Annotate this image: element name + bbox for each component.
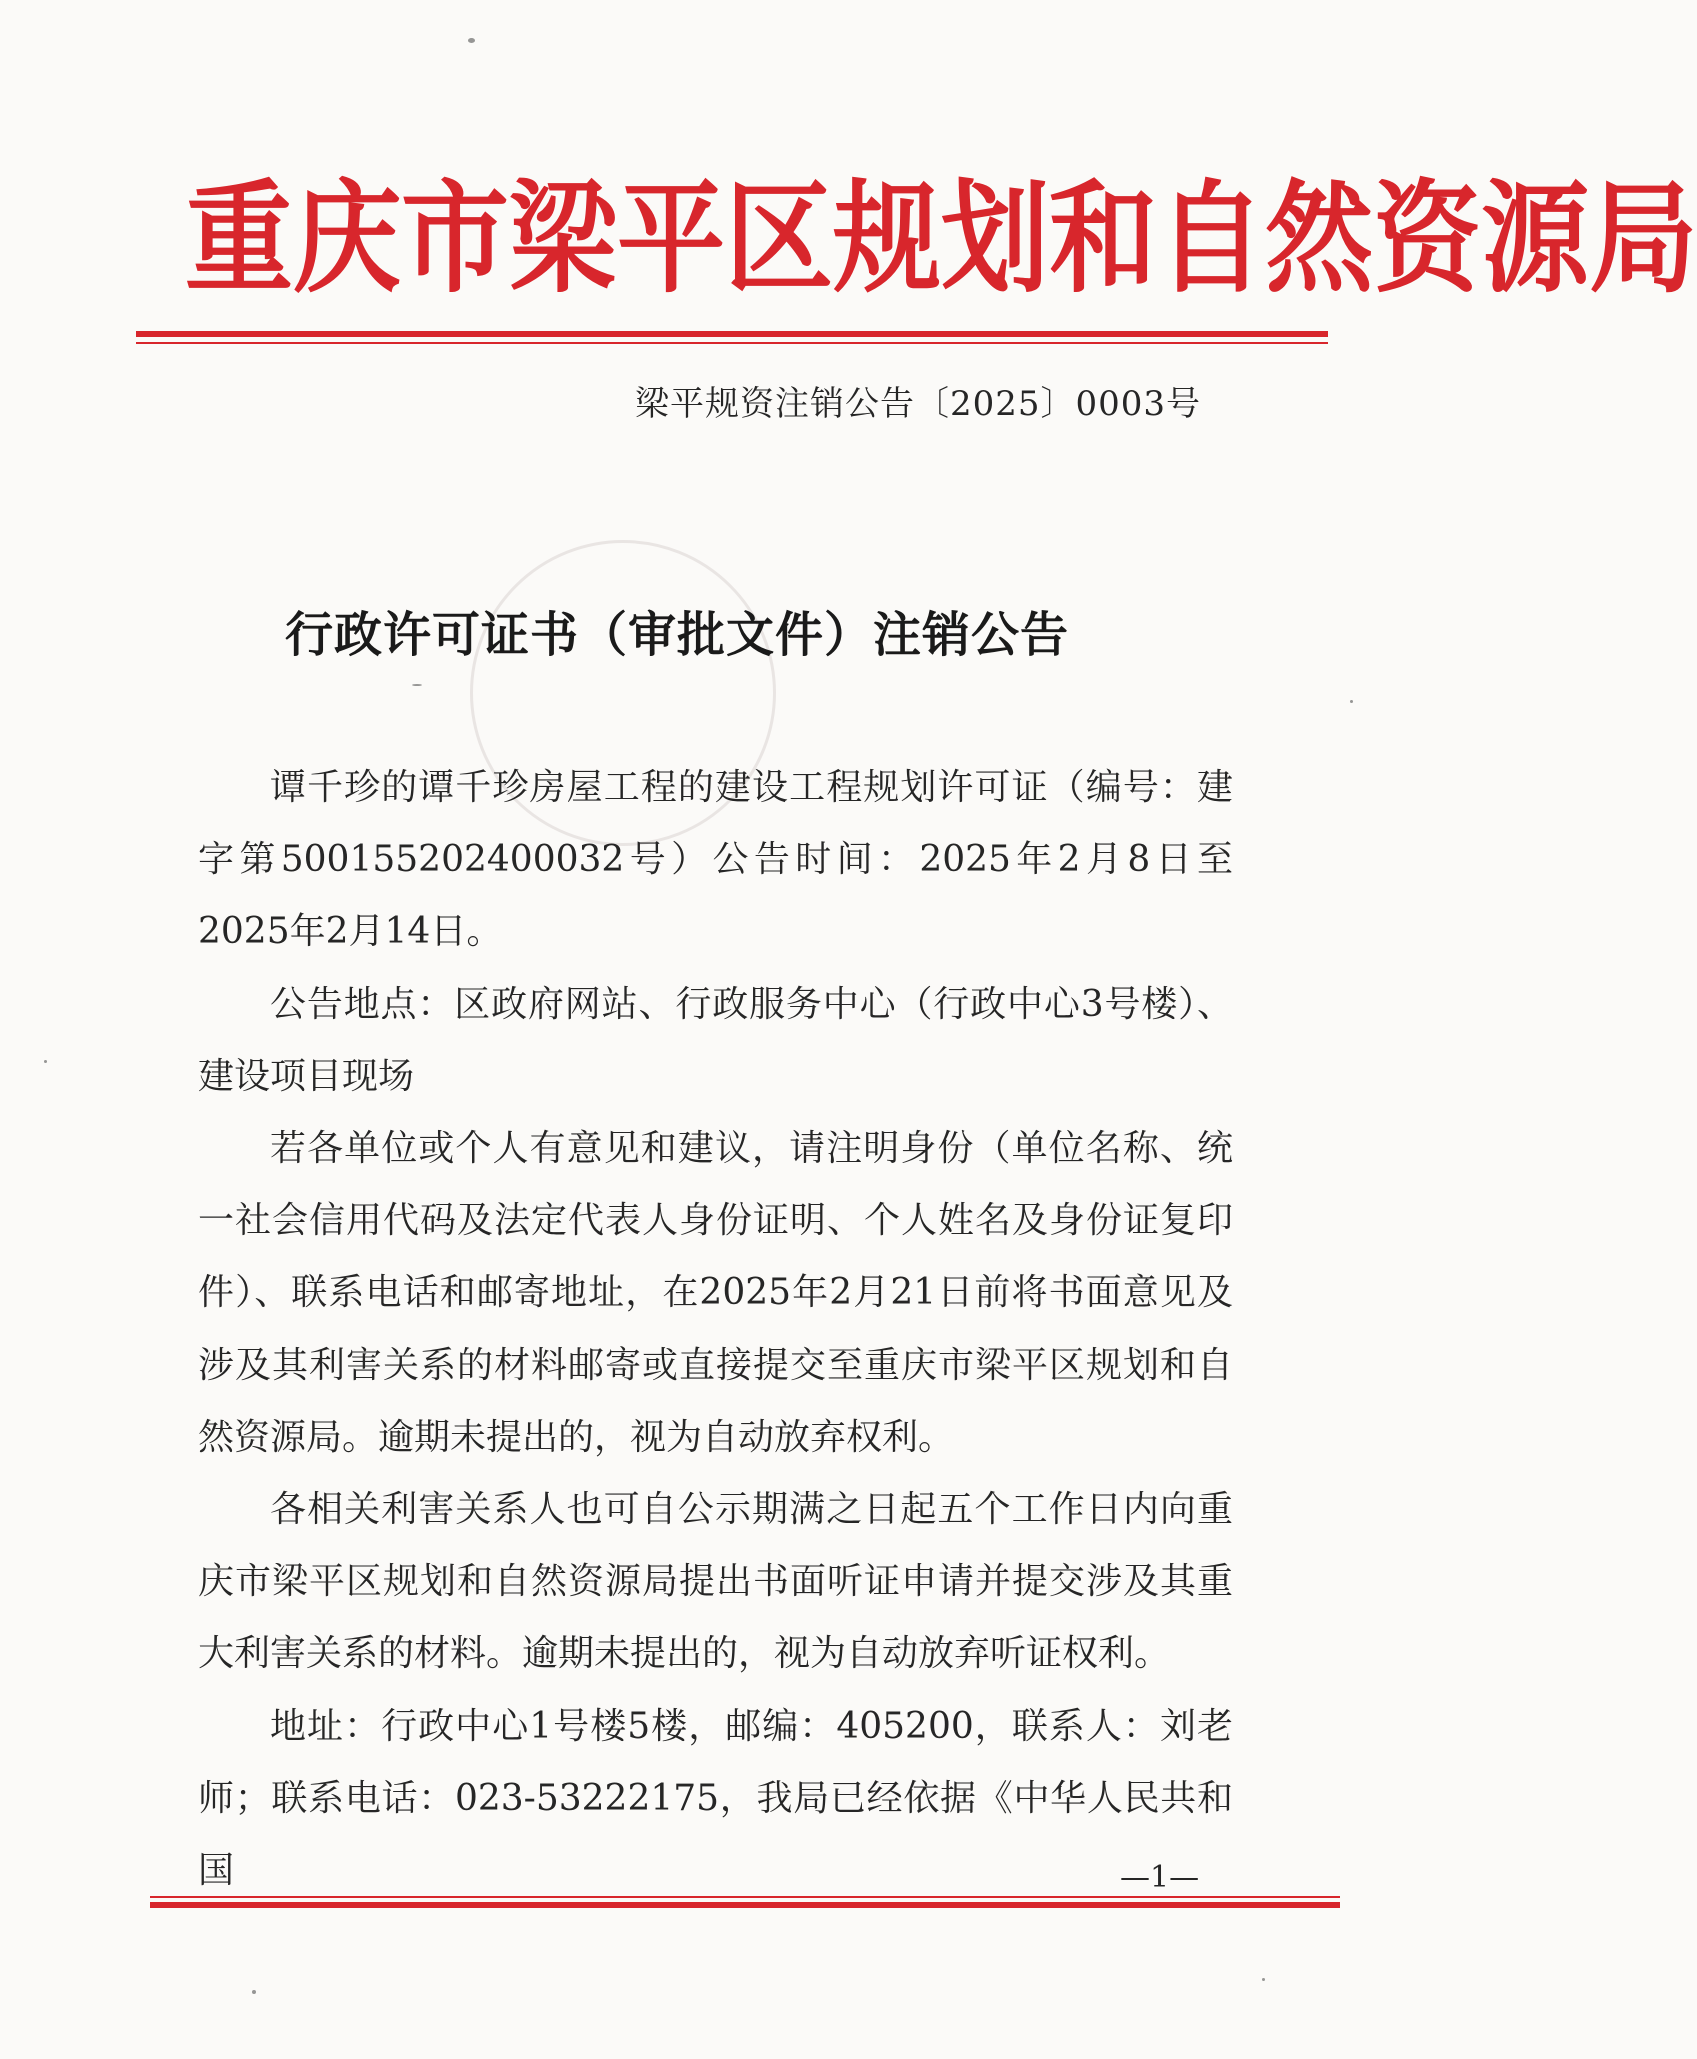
document-number: 梁平规资注销公告〔2025〕0003号 xyxy=(635,384,1202,424)
footer-rule-bottom xyxy=(150,1902,1340,1908)
document-title: 行政许可证书（审批文件）注销公告 xyxy=(285,607,1070,663)
masthead-char: 规 xyxy=(833,169,942,310)
masthead-char: 庆 xyxy=(293,169,402,310)
masthead-char: 局 xyxy=(1589,169,1697,310)
body-paragraph: 若各单位或个人有意见和建议，请注明身份（单位名称、统一社会信用代码及法定代表人身份证明、个人姓名及身份证复印件）、联系电话和邮寄地址，在2025年2月21日前将书面意见及涉及其利害关系的材料邮寄或直接提交至重庆市梁平区规划和自然资源局。逾期未提出的，视为自动放弃权利。 xyxy=(198,1128,1233,1458)
document-body xyxy=(198,752,1233,1907)
masthead-char: 市 xyxy=(401,169,510,310)
masthead-char: 重 xyxy=(185,169,294,310)
masthead-char: 梁 xyxy=(509,169,618,310)
body-paragraph: 各相关利害关系人也可自公示期满之日起五个工作日内向重庆市梁平区规划和自然资源局提出书面听证申请并提交涉及其重大利害关系的材料。逾期未提出的，视为自动放弃听证权利。 xyxy=(198,1489,1233,1675)
masthead-char: 自 xyxy=(1157,169,1266,310)
masthead-char: 区 xyxy=(725,169,834,310)
masthead-char: 划 xyxy=(941,169,1050,310)
masthead-char: 然 xyxy=(1265,169,1374,310)
scan-speck xyxy=(44,1060,47,1063)
masthead-rule-thick xyxy=(136,331,1328,337)
scan-speck xyxy=(1350,700,1353,703)
masthead-rule-thin xyxy=(136,342,1328,344)
body-paragraph: 地址：行政中心1号楼5楼，邮编：405200，联系人：刘老师；联系电话：023-53222175，我局已经依据《中华人民共和国 xyxy=(198,1705,1233,1892)
masthead-title xyxy=(185,156,1697,324)
body-paragraph: 公告地点：区政府网站、行政服务中心（行政中心3号楼）、建设项目现场 xyxy=(198,983,1233,1097)
scan-speck xyxy=(468,38,475,43)
footer-rule-top xyxy=(150,1896,1340,1898)
page-number: —1— xyxy=(1120,1860,1200,1895)
scan-speck xyxy=(1262,1978,1265,1981)
masthead-char: 平 xyxy=(617,169,726,310)
masthead-char: 资 xyxy=(1373,169,1482,310)
masthead-char: 源 xyxy=(1481,169,1590,310)
scan-speck xyxy=(252,1990,256,1994)
body-paragraph: 谭千珍的谭千珍房屋工程的建设工程规划许可证（编号：建字第500155202400032号）公告时间：2025年2月8日至2025年2月14日。 xyxy=(198,767,1233,953)
scan-speck xyxy=(412,684,422,686)
masthead-char: 和 xyxy=(1049,169,1158,310)
